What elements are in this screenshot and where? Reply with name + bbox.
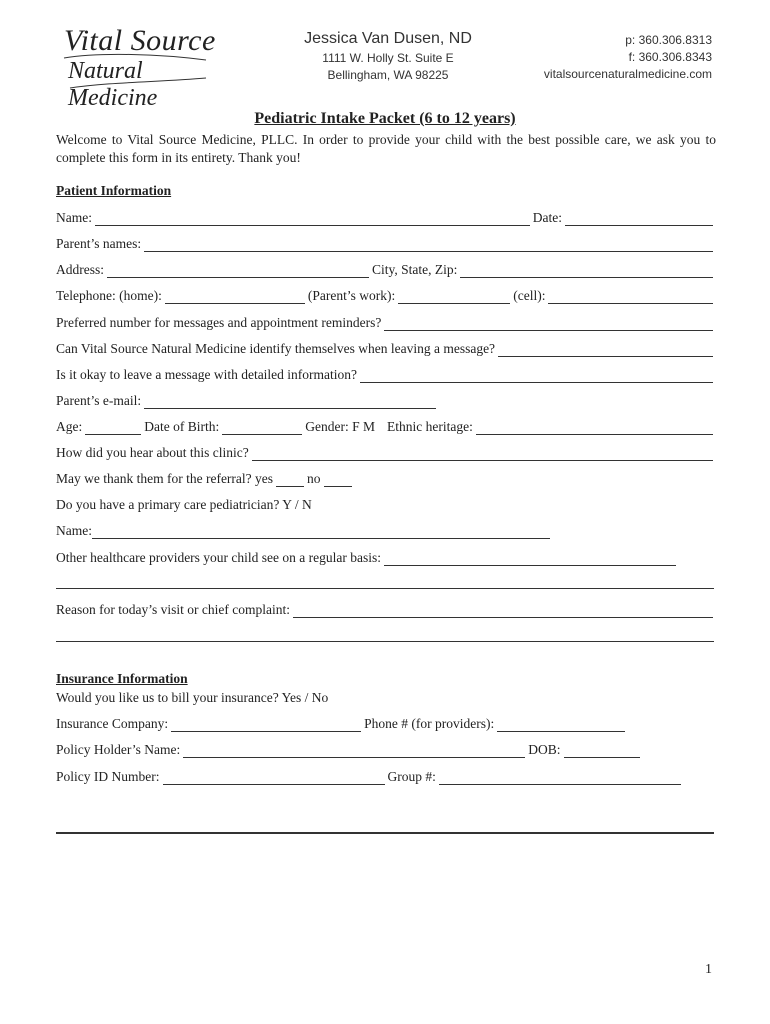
intro-text: Welcome to Vital Source Medicine, PLLC. In order to provide your child with the best possible care, we ask you to complete this form in its entirety. Thank you! [56, 132, 716, 165]
gender-label: Gender: F M [305, 419, 375, 434]
parents-names-label: Parent’s names: [56, 236, 142, 251]
preferred-number-row [56, 311, 716, 331]
preferred-number-field[interactable] [384, 316, 713, 331]
page-number: 1 [705, 962, 712, 977]
bill-insurance-label: Would you like us to bill your insurance? Yes / No [56, 690, 329, 705]
name-field[interactable] [95, 211, 530, 226]
telephone-row [56, 284, 716, 304]
date-field[interactable] [565, 211, 713, 226]
cell-label: (cell): [513, 288, 546, 303]
address-field[interactable] [107, 263, 369, 278]
holder-dob-field[interactable] [564, 743, 640, 758]
phone-number: p: 360.306.8313 [625, 33, 712, 47]
holder-dob-label: DOB: [528, 742, 561, 757]
policy-id-row [56, 765, 716, 785]
hear-about-field[interactable] [252, 446, 713, 461]
dob-field[interactable] [222, 420, 302, 435]
reason-row [56, 598, 716, 618]
ethnic-field[interactable] [476, 420, 713, 435]
other-providers-row [56, 546, 716, 566]
age-row [56, 415, 716, 435]
logo-line-2: Natural Medicine [68, 58, 158, 111]
parents-names-row [56, 232, 716, 252]
hear-about-row [56, 441, 716, 461]
cell-field[interactable] [548, 289, 713, 304]
address-label: Address: [56, 262, 104, 277]
section-divider [56, 832, 714, 834]
referral-yes-label: May we thank them for the referral? yes [56, 471, 274, 486]
policy-id-label: Policy ID Number: [56, 769, 160, 784]
name-label: Name: [56, 210, 92, 225]
group-label: Group #: [387, 769, 436, 784]
detailed-message-row [56, 363, 716, 383]
reason-extra-line[interactable] [56, 641, 714, 642]
pcp-name-label: Name: [56, 523, 92, 538]
primary-care-label: Do you have a primary care pediatrician? Y / N [56, 497, 312, 512]
ethnic-label: Ethnic heritage: [386, 419, 473, 434]
doctor-name: Jessica Van Dusen, ND [304, 30, 472, 47]
city-state-zip-label: City, State, Zip: [372, 262, 458, 277]
pcp-name-row [56, 519, 716, 539]
detailed-message-label: Is it okay to leave a message with detailed information? [56, 367, 358, 382]
age-field[interactable] [85, 420, 141, 435]
referral-no-field[interactable] [324, 472, 352, 487]
referral-row [56, 467, 716, 487]
address-row [56, 258, 716, 278]
name-date-row [56, 206, 716, 226]
telephone-home-label: Telephone: (home): [56, 288, 162, 303]
date-label: Date: [532, 210, 562, 225]
identify-field[interactable] [498, 342, 713, 357]
primary-care-row [56, 493, 716, 513]
city-state-zip-field[interactable] [460, 263, 713, 278]
fax-number: f: 360.306.8343 [628, 50, 712, 64]
referral-no-label: no [307, 471, 321, 486]
other-providers-label: Other healthcare providers your child see on a regular basis: [56, 550, 382, 565]
insurance-company-label: Insurance Company: [56, 716, 169, 731]
address-line-1: 1111 W. Holly St. Suite E [322, 51, 454, 65]
preferred-number-label: Preferred number for messages and appointment reminders? [56, 315, 382, 330]
hear-about-label: How did you hear about this clinic? [56, 445, 249, 460]
identify-row [56, 337, 716, 357]
parents-work-field[interactable] [398, 289, 510, 304]
referral-yes-field[interactable] [276, 472, 304, 487]
email-field[interactable] [144, 394, 436, 409]
provider-phone-field[interactable] [497, 717, 625, 732]
insurance-company-row [56, 712, 716, 732]
logo-line-1: Vital Source [64, 24, 216, 57]
website: vitalsourcenaturalmedicine.com [543, 67, 712, 81]
dob-label: Date of Birth: [144, 419, 220, 434]
pcp-name-field[interactable] [92, 524, 550, 539]
parents-work-label: (Parent’s work): [307, 288, 396, 303]
detailed-message-field[interactable] [360, 368, 713, 383]
age-label: Age: [56, 419, 83, 434]
address-line-2: Bellingham, WA 98225 [327, 68, 449, 82]
policy-holder-field[interactable] [183, 743, 525, 758]
form-title: Pediatric Intake Packet (6 to 12 years) [254, 110, 516, 127]
bill-insurance-row [56, 686, 716, 706]
telephone-home-field[interactable] [165, 289, 305, 304]
other-providers-field[interactable] [384, 551, 676, 566]
policy-holder-row [56, 738, 716, 758]
policy-holder-label: Policy Holder’s Name: [56, 742, 181, 757]
email-label: Parent’s e-mail: [56, 393, 142, 408]
parents-names-field[interactable] [144, 237, 713, 252]
email-row [56, 389, 716, 409]
reason-field[interactable] [293, 603, 713, 618]
provider-phone-label: Phone # (for providers): [364, 716, 495, 731]
insurance-info-heading: Insurance Information [56, 671, 188, 686]
patient-info-heading: Patient Information [56, 183, 172, 198]
other-providers-extra-line[interactable] [56, 588, 714, 589]
insurance-company-field[interactable] [171, 717, 361, 732]
policy-id-field[interactable] [163, 770, 385, 785]
reason-label: Reason for today’s visit or chief complaint: [56, 602, 290, 617]
clinic-logo [60, 20, 220, 111]
group-field[interactable] [439, 770, 681, 785]
identify-label: Can Vital Source Natural Medicine identify themselves when leaving a message? [56, 341, 496, 356]
